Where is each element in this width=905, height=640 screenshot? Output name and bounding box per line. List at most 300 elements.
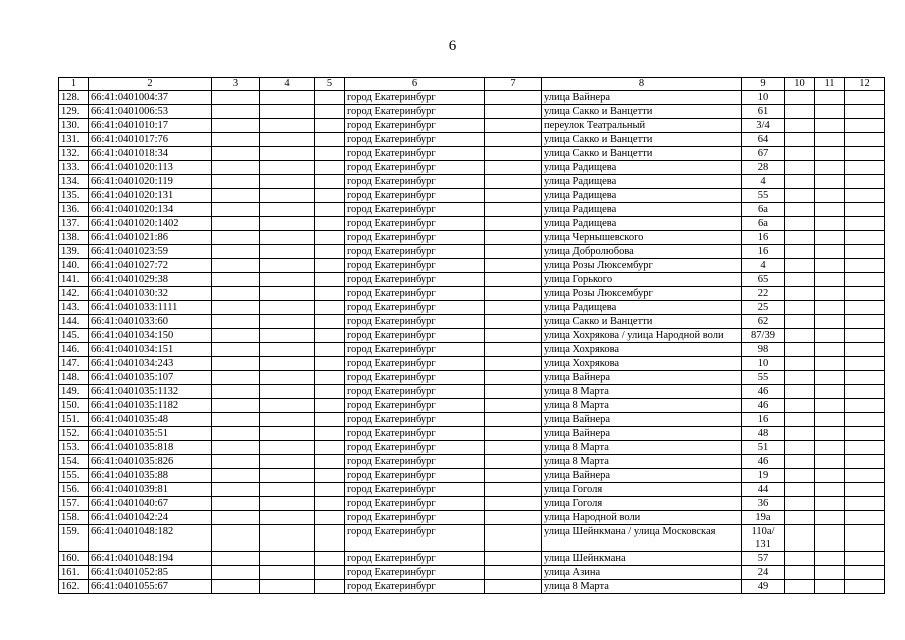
empty-cell [815, 245, 845, 259]
table-row [59, 245, 885, 259]
empty-cell [815, 357, 845, 371]
house-number-cell: 19 [742, 469, 785, 483]
empty-cell [315, 455, 345, 469]
empty-cell [212, 357, 260, 371]
street-cell: улица 8 Марта [542, 441, 742, 455]
empty-cell [845, 231, 885, 245]
empty-cell [785, 273, 815, 287]
city-cell: город Екатеринбург [345, 427, 485, 441]
table-row [59, 161, 885, 175]
empty-cell [785, 287, 815, 301]
empty-cell [485, 385, 542, 399]
empty-cell [845, 413, 885, 427]
empty-cell [315, 133, 345, 147]
empty-cell [485, 175, 542, 189]
empty-cell [785, 371, 815, 385]
house-number-cell: 16 [742, 413, 785, 427]
street-cell: улица Вайнера [542, 427, 742, 441]
empty-cell [845, 469, 885, 483]
empty-cell [845, 315, 885, 329]
table-row [59, 273, 885, 287]
empty-cell [212, 385, 260, 399]
empty-cell [785, 343, 815, 357]
empty-cell [845, 245, 885, 259]
empty-cell [485, 133, 542, 147]
house-number-cell: 57 [742, 552, 785, 566]
row-number-cell: 151. [59, 413, 89, 427]
table-row [59, 469, 885, 483]
house-number-cell: 98 [742, 343, 785, 357]
empty-cell [845, 497, 885, 511]
cadastral-number-cell: 66:41:0401010:17 [89, 119, 212, 133]
row-number-cell: 159. [59, 525, 89, 552]
empty-cell [815, 413, 845, 427]
house-number-cell: 22 [742, 287, 785, 301]
city-cell: город Екатеринбург [345, 217, 485, 231]
empty-cell [260, 287, 315, 301]
empty-cell [485, 343, 542, 357]
empty-cell [785, 469, 815, 483]
house-number-cell: 4 [742, 175, 785, 189]
empty-cell [485, 580, 542, 594]
empty-cell [845, 343, 885, 357]
cadastral-number-cell: 66:41:0401027:72 [89, 259, 212, 273]
table-row [59, 91, 885, 105]
cadastral-number-cell: 66:41:0401020:119 [89, 175, 212, 189]
empty-cell [315, 231, 345, 245]
empty-cell [845, 105, 885, 119]
empty-cell [815, 301, 845, 315]
cadastral-number-cell: 66:41:0401040:67 [89, 497, 212, 511]
empty-cell [212, 119, 260, 133]
cadastral-number-cell: 66:41:0401017:76 [89, 133, 212, 147]
street-cell: улица Чернышевского [542, 231, 742, 245]
empty-cell [260, 441, 315, 455]
empty-cell [315, 105, 345, 119]
cadastral-number-cell: 66:41:0401055:67 [89, 580, 212, 594]
empty-cell [485, 119, 542, 133]
empty-cell [485, 399, 542, 413]
empty-cell [845, 427, 885, 441]
empty-cell [845, 287, 885, 301]
empty-cell [845, 259, 885, 273]
empty-cell [845, 119, 885, 133]
city-cell: город Екатеринбург [345, 105, 485, 119]
col-header: 8 [542, 78, 742, 91]
row-number-cell: 136. [59, 203, 89, 217]
empty-cell [485, 483, 542, 497]
house-number-cell: 10 [742, 91, 785, 105]
empty-cell [815, 371, 845, 385]
empty-cell [260, 231, 315, 245]
table-row [59, 385, 885, 399]
empty-cell [785, 329, 815, 343]
city-cell: город Екатеринбург [345, 91, 485, 105]
empty-cell [212, 427, 260, 441]
cadastral-number-cell: 66:41:0401020:131 [89, 189, 212, 203]
row-number-cell: 141. [59, 273, 89, 287]
street-cell: улица Радищева [542, 203, 742, 217]
street-cell: улица Хохрякова [542, 357, 742, 371]
empty-cell [212, 371, 260, 385]
city-cell: город Екатеринбург [345, 413, 485, 427]
empty-cell [212, 287, 260, 301]
empty-cell [485, 189, 542, 203]
empty-cell [815, 483, 845, 497]
row-number-cell: 150. [59, 399, 89, 413]
empty-cell [815, 441, 845, 455]
empty-cell [212, 105, 260, 119]
empty-cell [315, 566, 345, 580]
empty-cell [785, 455, 815, 469]
row-number-cell: 153. [59, 441, 89, 455]
empty-cell [815, 259, 845, 273]
table-row [59, 455, 885, 469]
empty-cell [485, 566, 542, 580]
house-number-cell: 3/4 [742, 119, 785, 133]
city-cell: город Екатеринбург [345, 511, 485, 525]
row-number-cell: 149. [59, 385, 89, 399]
empty-cell [845, 455, 885, 469]
cadastral-number-cell: 66:41:0401020:1402 [89, 217, 212, 231]
col-header: 11 [815, 78, 845, 91]
city-cell: город Екатеринбург [345, 469, 485, 483]
cadastral-number-cell: 66:41:0401048:194 [89, 552, 212, 566]
empty-cell [315, 385, 345, 399]
house-number-cell: 16 [742, 245, 785, 259]
empty-cell [815, 427, 845, 441]
empty-cell [315, 329, 345, 343]
house-number-cell: 16 [742, 231, 785, 245]
cadastral-number-cell: 66:41:0401029:38 [89, 273, 212, 287]
col-header: 12 [845, 78, 885, 91]
city-cell: город Екатеринбург [345, 497, 485, 511]
empty-cell [212, 259, 260, 273]
street-cell: улица Сакко и Ванцетти [542, 315, 742, 329]
cadastral-number-cell: 66:41:0401034:151 [89, 343, 212, 357]
empty-cell [785, 427, 815, 441]
empty-cell [212, 175, 260, 189]
empty-cell [212, 566, 260, 580]
row-number-cell: 148. [59, 371, 89, 385]
city-cell: город Екатеринбург [345, 315, 485, 329]
empty-cell [212, 315, 260, 329]
table-row [59, 497, 885, 511]
empty-cell [785, 385, 815, 399]
street-cell: улица Гоголя [542, 497, 742, 511]
cadastral-number-cell: 66:41:0401020:134 [89, 203, 212, 217]
house-number-cell: 6а [742, 217, 785, 231]
empty-cell [212, 552, 260, 566]
cadastral-number-cell: 66:41:0401035:1132 [89, 385, 212, 399]
row-number-cell: 135. [59, 189, 89, 203]
col-header: 7 [485, 78, 542, 91]
empty-cell [260, 343, 315, 357]
empty-cell [212, 161, 260, 175]
empty-cell [315, 413, 345, 427]
empty-cell [315, 469, 345, 483]
empty-cell [815, 329, 845, 343]
cadastral-number-cell: 66:41:0401035:818 [89, 441, 212, 455]
empty-cell [815, 399, 845, 413]
empty-cell [785, 245, 815, 259]
cadastral-number-cell: 66:41:0401042:24 [89, 511, 212, 525]
street-cell: улица Розы Люксембург [542, 287, 742, 301]
city-cell: город Екатеринбург [345, 455, 485, 469]
empty-cell [485, 105, 542, 119]
empty-cell [845, 441, 885, 455]
row-number-cell: 143. [59, 301, 89, 315]
empty-cell [260, 245, 315, 259]
row-number-cell: 160. [59, 552, 89, 566]
cadastral-number-cell: 66:41:0401033:60 [89, 315, 212, 329]
empty-cell [212, 329, 260, 343]
street-cell: улица 8 Марта [542, 399, 742, 413]
house-number-cell: 36 [742, 497, 785, 511]
empty-cell [785, 497, 815, 511]
house-number-cell: 65 [742, 273, 785, 287]
empty-cell [815, 91, 845, 105]
empty-cell [260, 427, 315, 441]
empty-cell [785, 483, 815, 497]
empty-cell [315, 287, 345, 301]
empty-cell [315, 511, 345, 525]
cadastral-number-cell: 66:41:0401048:182 [89, 525, 212, 552]
empty-cell [315, 357, 345, 371]
table-row [59, 399, 885, 413]
city-cell: город Екатеринбург [345, 203, 485, 217]
empty-cell [260, 399, 315, 413]
empty-cell [212, 273, 260, 287]
city-cell: город Екатеринбург [345, 119, 485, 133]
table-row [59, 189, 885, 203]
cadastral-number-cell: 66:41:0401034:243 [89, 357, 212, 371]
empty-cell [260, 133, 315, 147]
house-number-cell: 46 [742, 385, 785, 399]
house-number-cell: 44 [742, 483, 785, 497]
street-cell: улица Вайнера [542, 371, 742, 385]
empty-cell [260, 273, 315, 287]
header-row [59, 78, 885, 91]
page-number: 6 [448, 38, 457, 54]
empty-cell [315, 552, 345, 566]
table-row [59, 483, 885, 497]
empty-cell [315, 525, 345, 552]
empty-cell [845, 399, 885, 413]
table-row [59, 413, 885, 427]
cadastral-number-cell: 66:41:0401018:34 [89, 147, 212, 161]
empty-cell [315, 483, 345, 497]
empty-cell [785, 413, 815, 427]
empty-cell [485, 511, 542, 525]
table-row [59, 329, 885, 343]
empty-cell [260, 357, 315, 371]
empty-cell [260, 497, 315, 511]
empty-cell [845, 511, 885, 525]
street-cell: улица Розы Люксембург [542, 259, 742, 273]
city-cell: город Екатеринбург [345, 399, 485, 413]
empty-cell [815, 525, 845, 552]
empty-cell [845, 273, 885, 287]
empty-cell [260, 315, 315, 329]
empty-cell [260, 525, 315, 552]
cadastral-number-cell: 66:41:0401004:37 [89, 91, 212, 105]
empty-cell [485, 357, 542, 371]
empty-cell [260, 552, 315, 566]
table-row [59, 441, 885, 455]
empty-cell [785, 189, 815, 203]
street-cell: улица Сакко и Ванцетти [542, 105, 742, 119]
empty-cell [815, 287, 845, 301]
street-cell: улица Радищева [542, 217, 742, 231]
empty-cell [845, 161, 885, 175]
row-number-cell: 133. [59, 161, 89, 175]
city-cell: город Екатеринбург [345, 133, 485, 147]
row-number-cell: 156. [59, 483, 89, 497]
empty-cell [315, 427, 345, 441]
city-cell: город Екатеринбург [345, 441, 485, 455]
empty-cell [785, 552, 815, 566]
empty-cell [260, 455, 315, 469]
col-header: 2 [89, 78, 212, 91]
empty-cell [212, 217, 260, 231]
col-header: 9 [742, 78, 785, 91]
row-number-cell: 162. [59, 580, 89, 594]
street-cell: улица Горького [542, 273, 742, 287]
empty-cell [815, 175, 845, 189]
col-header: 10 [785, 78, 815, 91]
empty-cell [315, 161, 345, 175]
empty-cell [260, 105, 315, 119]
table-row [59, 315, 885, 329]
empty-cell [212, 497, 260, 511]
empty-cell [315, 259, 345, 273]
empty-cell [815, 105, 845, 119]
empty-cell [485, 427, 542, 441]
empty-cell [485, 329, 542, 343]
cadastral-number-cell: 66:41:0401035:826 [89, 455, 212, 469]
table-row [59, 343, 885, 357]
empty-cell [485, 371, 542, 385]
empty-cell [815, 231, 845, 245]
empty-cell [785, 580, 815, 594]
house-number-cell: 110а/ 131 [742, 525, 785, 552]
table-row [59, 147, 885, 161]
cadastral-number-cell: 66:41:0401021:86 [89, 231, 212, 245]
col-header: 5 [315, 78, 345, 91]
cadastral-number-cell: 66:41:0401035:1182 [89, 399, 212, 413]
street-cell: улица Добролюбова [542, 245, 742, 259]
table-row [59, 552, 885, 566]
empty-cell [785, 119, 815, 133]
empty-cell [845, 133, 885, 147]
empty-cell [845, 525, 885, 552]
row-number-cell: 129. [59, 105, 89, 119]
table-row [59, 566, 885, 580]
empty-cell [260, 566, 315, 580]
empty-cell [845, 580, 885, 594]
street-cell: улица 8 Марта [542, 455, 742, 469]
table-row [59, 371, 885, 385]
empty-cell [212, 399, 260, 413]
empty-cell [260, 119, 315, 133]
empty-cell [815, 511, 845, 525]
empty-cell [212, 580, 260, 594]
street-cell: улица Сакко и Ванцетти [542, 133, 742, 147]
city-cell: город Екатеринбург [345, 175, 485, 189]
house-number-cell: 67 [742, 147, 785, 161]
house-number-cell: 48 [742, 427, 785, 441]
empty-cell [815, 566, 845, 580]
empty-cell [485, 455, 542, 469]
empty-cell [785, 357, 815, 371]
table-row [59, 580, 885, 594]
cadastral-number-cell: 66:41:0401035:88 [89, 469, 212, 483]
empty-cell [212, 441, 260, 455]
house-number-cell: 61 [742, 105, 785, 119]
empty-cell [485, 273, 542, 287]
row-number-cell: 158. [59, 511, 89, 525]
empty-cell [485, 301, 542, 315]
empty-cell [212, 189, 260, 203]
empty-cell [485, 497, 542, 511]
cadastral-number-cell: 66:41:0401039:81 [89, 483, 212, 497]
street-cell: улица Вайнера [542, 91, 742, 105]
house-number-cell: 55 [742, 371, 785, 385]
empty-cell [845, 371, 885, 385]
empty-cell [785, 301, 815, 315]
empty-cell [785, 175, 815, 189]
empty-cell [485, 287, 542, 301]
row-number-cell: 157. [59, 497, 89, 511]
empty-cell [315, 371, 345, 385]
city-cell: город Екатеринбург [345, 273, 485, 287]
empty-cell [212, 455, 260, 469]
row-number-cell: 146. [59, 343, 89, 357]
cadastral-number-cell: 66:41:0401023:59 [89, 245, 212, 259]
empty-cell [785, 91, 815, 105]
row-number-cell: 140. [59, 259, 89, 273]
empty-cell [212, 301, 260, 315]
empty-cell [260, 511, 315, 525]
cadastral-number-cell: 66:41:0401035:51 [89, 427, 212, 441]
empty-cell [815, 217, 845, 231]
city-cell: город Екатеринбург [345, 566, 485, 580]
empty-cell [785, 525, 815, 552]
table-row [59, 133, 885, 147]
empty-cell [785, 105, 815, 119]
house-number-cell: 6а [742, 203, 785, 217]
empty-cell [260, 385, 315, 399]
table-row [59, 301, 885, 315]
empty-cell [212, 203, 260, 217]
empty-cell [845, 147, 885, 161]
empty-cell [260, 189, 315, 203]
empty-cell [785, 399, 815, 413]
house-number-cell: 28 [742, 161, 785, 175]
cadastral-number-cell: 66:41:0401033:1111 [89, 301, 212, 315]
empty-cell [260, 329, 315, 343]
empty-cell [260, 147, 315, 161]
city-cell: город Екатеринбург [345, 189, 485, 203]
empty-cell [845, 385, 885, 399]
table-row [59, 175, 885, 189]
empty-cell [212, 245, 260, 259]
registry-table [58, 77, 885, 594]
empty-cell [815, 497, 845, 511]
row-number-cell: 161. [59, 566, 89, 580]
street-cell: улица Радищева [542, 161, 742, 175]
